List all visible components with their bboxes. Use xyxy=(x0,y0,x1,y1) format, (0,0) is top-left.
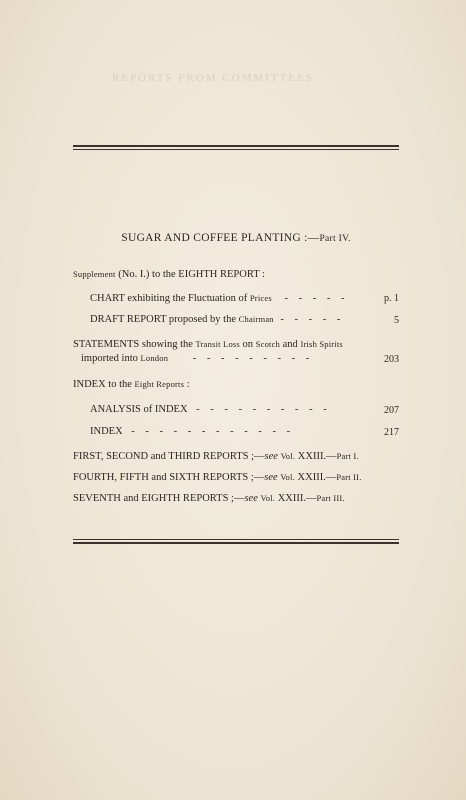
ref-line: FOURTH, FIFTH and SIXTH REPORTS ;—see Vol. XXIII.—Part II. xyxy=(73,472,362,483)
toc-entry-statements: STATEMENTS showing the Transit Loss on Scotch and Irish Spirits xyxy=(73,339,343,350)
page-number-index: 217 xyxy=(384,427,399,438)
ref-line: SEVENTH and EIGHTH REPORTS ;—see Vol. XXIII.—Part III. xyxy=(73,493,345,504)
show-through-text: REPORTS FROM COMMITTEES xyxy=(112,72,314,84)
section-heading xyxy=(73,232,399,244)
supplement-line: Supplement (No. I.) to the EIGHTH REPORT : xyxy=(73,269,265,280)
page-number-chart: p. 1 xyxy=(384,293,399,304)
page-number-draft: 5 xyxy=(394,315,399,326)
heading-part: Part IV. xyxy=(319,234,351,244)
page-number-analysis: 207 xyxy=(384,405,399,416)
heading-main: SUGAR AND COFFEE PLANTING :— xyxy=(121,232,320,244)
index-heading: INDEX to the Eight Reports : xyxy=(73,379,190,390)
toc-entry-analysis: ANALYSIS of INDEX - - - - - - - - - - xyxy=(90,404,331,415)
bottom-rule xyxy=(73,539,399,544)
page-number-statements: 203 xyxy=(384,354,399,365)
toc-entry-statements-cont: imported into London - - - - - - - - - xyxy=(81,353,314,364)
top-rule xyxy=(73,145,399,150)
toc-entry-chart: CHART exhibiting the Fluctuation of Prices - - - - - xyxy=(90,293,349,304)
ref-line: FIRST, SECOND and THIRD REPORTS ;—see Vol. XXIII.—Part I. xyxy=(73,451,359,462)
toc-entry-index: INDEX - - - - - - - - - - - - xyxy=(90,426,295,437)
toc-entry-draft: DRAFT REPORT proposed by the Chairman - - - - - xyxy=(90,314,345,325)
